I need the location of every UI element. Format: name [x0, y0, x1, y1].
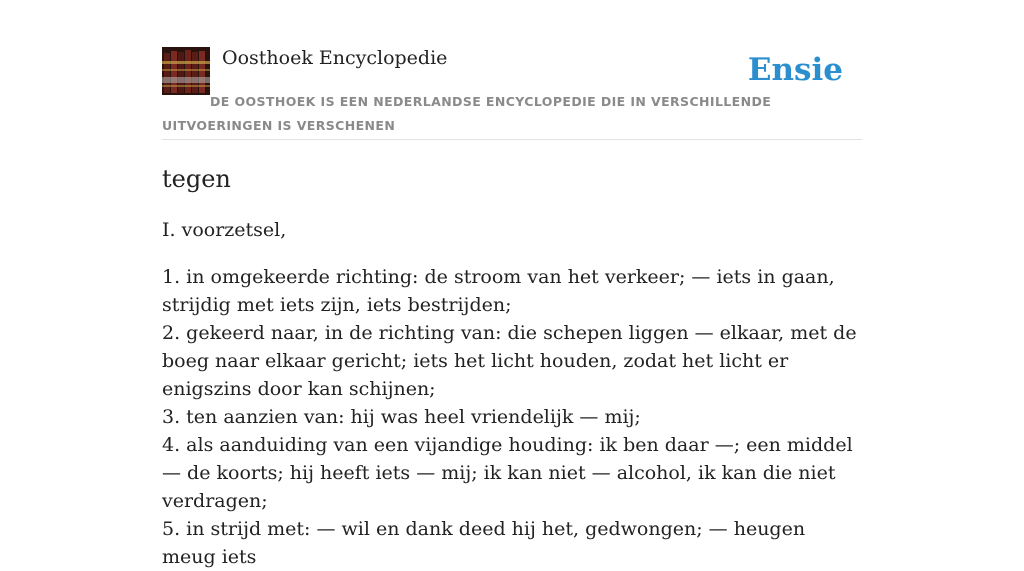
brand-logo[interactable]: Ensie — [747, 52, 843, 88]
definition-sense: 5. in strijd met: — wil en dank deed hij het, gedwongen; — heugen meug iets — [162, 518, 806, 568]
header-divider — [162, 139, 862, 140]
part-of-speech: I. voorzetsel, — [162, 219, 287, 241]
entry-headword: tegen — [162, 165, 231, 193]
definition-sense: 4. als aanduiding van een vijandige houding: ik ben daar —; een middel — de koorts; hij heeft iets — mij; ik kan niet — alcohol, ik kan die niet verdragen; — [162, 434, 853, 512]
definition-list — [162, 263, 862, 571]
site-avatar[interactable] — [162, 47, 210, 95]
definition-sense: 2. gekeerd naar, in de richting van: die schepen liggen — elkaar, met de boeg naar elkaar gericht; iets het licht houden, zodat het licht er enigszins door kan schijnen; — [162, 322, 857, 400]
site-tagline: DE OOSTHOEK IS EEN NEDERLANDSE ENCYCLOPEDIE DIE IN VERSCHILLENDE UITVOERINGEN IS VERSCHENEN — [162, 94, 772, 133]
site-title[interactable]: Oosthoek Encyclopedie — [222, 47, 448, 69]
definition-sense: 3. ten aanzien van: hij was heel vriendelijk — mij; — [162, 406, 641, 428]
definition-sense: 1. in omgekeerde richting: de stroom van het verkeer; — iets in gaan, strijdig met iets zijn, iets bestrijden; — [162, 266, 835, 316]
encyclopedia-books-icon — [162, 47, 210, 95]
